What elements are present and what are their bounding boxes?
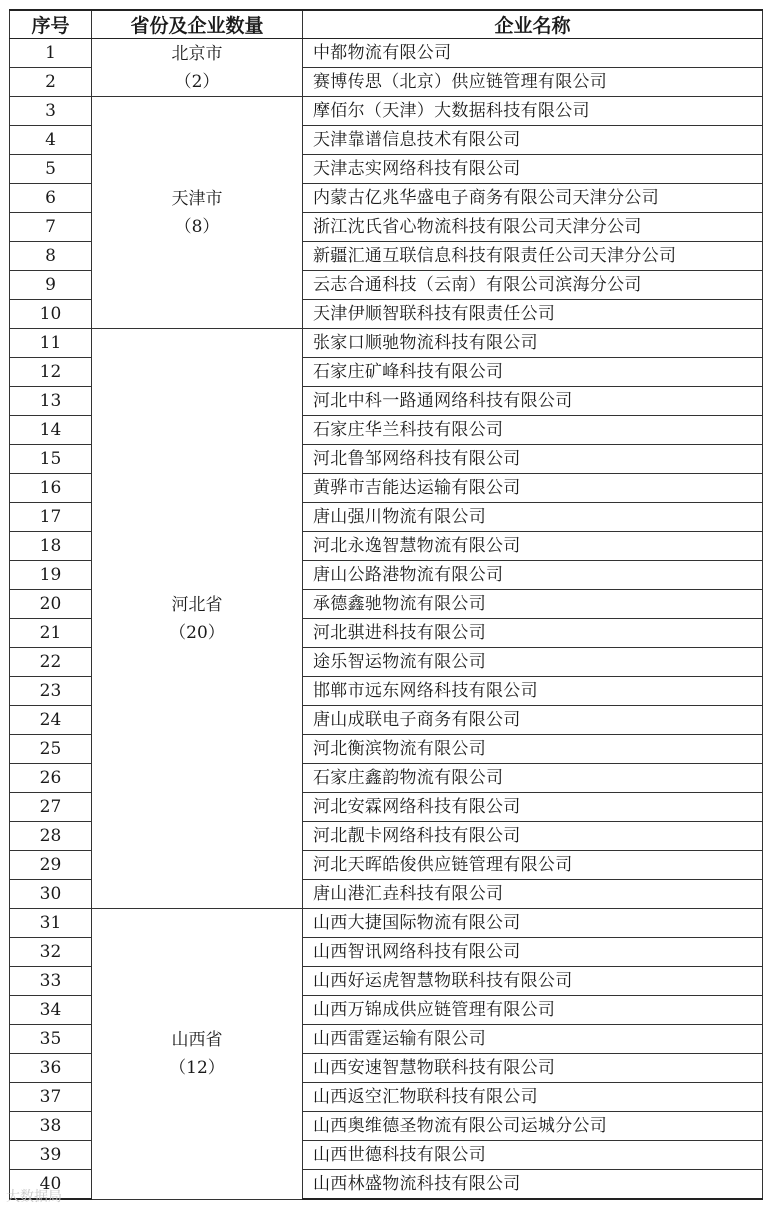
company-name: 赛博传思（北京）供应链管理有限公司 [303, 68, 763, 97]
table-row [10, 329, 763, 358]
row-number: 21 [10, 619, 92, 648]
row-number: 28 [10, 822, 92, 851]
province-name: 天津市 [171, 188, 223, 209]
province-cell [92, 909, 303, 1200]
province-count: （2） [174, 71, 220, 92]
company-name: 河北天晖皓俊供应链管理有限公司 [303, 851, 763, 880]
company-name: 摩佰尔（天津）大数据科技有限公司 [303, 97, 763, 126]
row-number: 37 [10, 1083, 92, 1112]
company-name: 石家庄矿峰科技有限公司 [303, 358, 763, 387]
row-number: 16 [10, 474, 92, 503]
company-name: 唐山强川物流有限公司 [303, 503, 763, 532]
company-name: 山西林盛物流科技有限公司 [303, 1170, 763, 1200]
province-cell [92, 97, 303, 329]
row-number: 24 [10, 706, 92, 735]
row-number: 38 [10, 1112, 92, 1141]
table-row [10, 97, 763, 126]
header-row [10, 10, 763, 39]
company-name: 山西雷霆运输有限公司 [303, 1025, 763, 1054]
row-number: 11 [10, 329, 92, 358]
province-count: （20） [169, 622, 225, 643]
row-number: 35 [10, 1025, 92, 1054]
row-number: 2 [10, 68, 92, 97]
company-name: 承德鑫驰物流有限公司 [303, 590, 763, 619]
row-number: 9 [10, 271, 92, 300]
company-name: 途乐智运物流有限公司 [303, 648, 763, 677]
table-row [10, 909, 763, 938]
watermark: 大数据局 [6, 1189, 62, 1205]
company-name: 河北永逸智慧物流有限公司 [303, 532, 763, 561]
province-cell [92, 39, 303, 97]
row-number: 34 [10, 996, 92, 1025]
enterprise-table [9, 9, 763, 1200]
company-name: 云志合通科技（云南）有限公司滨海分公司 [303, 271, 763, 300]
company-name: 山西智讯网络科技有限公司 [303, 938, 763, 967]
company-name: 中都物流有限公司 [303, 39, 763, 68]
company-name: 河北骐进科技有限公司 [303, 619, 763, 648]
row-number: 22 [10, 648, 92, 677]
row-number: 20 [10, 590, 92, 619]
company-name: 张家口顺驰物流科技有限公司 [303, 329, 763, 358]
company-name: 山西奥维德圣物流有限公司运城分公司 [303, 1112, 763, 1141]
row-number: 10 [10, 300, 92, 329]
company-name: 新疆汇通互联信息科技有限责任公司天津分公司 [303, 242, 763, 271]
row-number: 40 [10, 1170, 92, 1200]
row-number: 5 [10, 155, 92, 184]
row-number: 18 [10, 532, 92, 561]
table-row [10, 39, 763, 68]
company-name: 浙江沈氏省心物流科技有限公司天津分公司 [303, 213, 763, 242]
row-number: 27 [10, 793, 92, 822]
company-name: 内蒙古亿兆华盛电子商务有限公司天津分公司 [303, 184, 763, 213]
company-name: 天津靠谱信息技术有限公司 [303, 126, 763, 155]
row-number: 15 [10, 445, 92, 474]
company-name: 河北中科一路通网络科技有限公司 [303, 387, 763, 416]
company-name: 河北靓卡网络科技有限公司 [303, 822, 763, 851]
row-number: 14 [10, 416, 92, 445]
company-name: 石家庄鑫韵物流有限公司 [303, 764, 763, 793]
province-name: 山西省 [171, 1029, 223, 1050]
row-number: 6 [10, 184, 92, 213]
row-number: 1 [10, 39, 92, 68]
company-name: 山西万锦成供应链管理有限公司 [303, 996, 763, 1025]
company-name: 山西安速智慧物联科技有限公司 [303, 1054, 763, 1083]
company-name: 邯郸市远东网络科技有限公司 [303, 677, 763, 706]
row-number: 29 [10, 851, 92, 880]
row-number: 30 [10, 880, 92, 909]
row-number: 26 [10, 764, 92, 793]
row-number: 25 [10, 735, 92, 764]
company-name: 河北安霖网络科技有限公司 [303, 793, 763, 822]
company-name: 天津伊顺智联科技有限责任公司 [303, 300, 763, 329]
row-number: 8 [10, 242, 92, 271]
company-name: 山西世德科技有限公司 [303, 1141, 763, 1170]
company-name: 天津志实网络科技有限公司 [303, 155, 763, 184]
province-name: 北京市 [171, 43, 223, 64]
company-name: 石家庄华兰科技有限公司 [303, 416, 763, 445]
row-number: 32 [10, 938, 92, 967]
company-name: 河北鲁邹网络科技有限公司 [303, 445, 763, 474]
row-number: 12 [10, 358, 92, 387]
company-name: 唐山成联电子商务有限公司 [303, 706, 763, 735]
row-number: 39 [10, 1141, 92, 1170]
company-name: 河北衡滨物流有限公司 [303, 735, 763, 764]
header-no: 序号 [10, 10, 92, 39]
row-number: 17 [10, 503, 92, 532]
company-name: 山西大捷国际物流有限公司 [303, 909, 763, 938]
row-number: 7 [10, 213, 92, 242]
company-name: 黄骅市吉能达运输有限公司 [303, 474, 763, 503]
row-number: 33 [10, 967, 92, 996]
row-number: 36 [10, 1054, 92, 1083]
row-number: 19 [10, 561, 92, 590]
row-number: 31 [10, 909, 92, 938]
province-cell [92, 329, 303, 909]
row-number: 3 [10, 97, 92, 126]
company-name: 唐山公路港物流有限公司 [303, 561, 763, 590]
province-count: （8） [174, 216, 220, 237]
row-number: 23 [10, 677, 92, 706]
header-province: 省份及企业数量 [92, 10, 303, 39]
company-name: 山西返空汇物联科技有限公司 [303, 1083, 763, 1112]
header-company: 企业名称 [303, 10, 763, 39]
company-name: 山西好运虎智慧物联科技有限公司 [303, 967, 763, 996]
province-name: 河北省 [171, 594, 223, 615]
province-count: （12） [169, 1057, 225, 1078]
table-body [10, 39, 763, 1200]
company-name: 唐山港汇垚科技有限公司 [303, 880, 763, 909]
row-number: 4 [10, 126, 92, 155]
row-number: 13 [10, 387, 92, 416]
